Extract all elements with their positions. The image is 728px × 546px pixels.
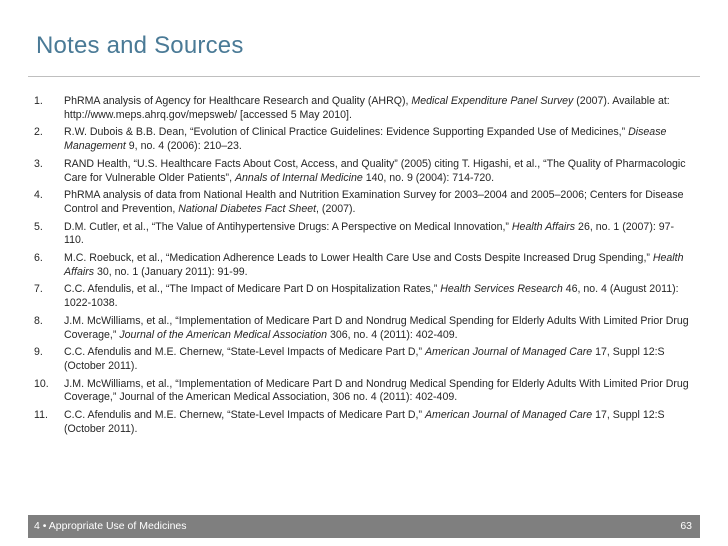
- note-text-run: D.M. Cutler, et al., “The Value of Antihypertensive Drugs: A Perspective on Medical Innovation,”: [64, 220, 512, 233]
- note-item: [34, 189, 690, 217]
- note-text: [64, 252, 690, 280]
- note-text-run: 9, no. 4 (2006): 210–23.: [125, 140, 242, 153]
- note-text-run: 26, no. 1 (2007): 97-110.: [64, 220, 675, 247]
- note-item: [34, 221, 690, 249]
- note-number: 3.: [34, 157, 43, 170]
- note-title-italic: Health Services Research: [440, 283, 563, 296]
- note-text-run: (2007). Available at: http://www.meps.ahrq.gov/mepsweb/ [accessed 5 May 2010].: [64, 95, 670, 121]
- note-text-run: J.M. McWilliams, et al., “Implementation of Medicare Part D and Nondrug Medical Spending for Elderly Adults With Limited Prior Drug Coverage,” Journal of the American Medical Association, 306 no. 4 (2011): 402-409.: [64, 377, 689, 404]
- note-item: [34, 283, 690, 311]
- note-text-run: , (2007).: [316, 202, 356, 215]
- notes-list: [34, 95, 690, 440]
- note-number: 1.: [34, 95, 43, 107]
- note-text: [64, 378, 690, 406]
- note-item: [34, 346, 690, 374]
- note-text: [64, 126, 690, 154]
- note-number: 2.: [34, 126, 43, 139]
- note-text: [64, 158, 690, 186]
- note-text-run: 306, no. 4 (2011): 402-409.: [327, 328, 458, 341]
- note-title-italic: Health Affairs: [64, 251, 684, 278]
- note-text: [64, 315, 690, 343]
- note-text-run: J.M. McWilliams, et al., “Implementation of Medicare Part D and Nondrug Medical Spending for Elderly Adults With Limited Prior Drug Coverage,”: [64, 314, 689, 341]
- note-text: [64, 283, 690, 311]
- note-text: [64, 409, 690, 437]
- note-text-run: C.C. Afendulis and M.E. Chernew, “State-Level Impacts of Medicare Part D,”: [64, 408, 425, 421]
- note-item: [34, 95, 690, 123]
- note-item: [34, 378, 690, 406]
- note-item: [34, 315, 690, 343]
- footer-bar: [28, 515, 700, 538]
- note-title-italic: National Diabetes Fact Sheet: [178, 202, 317, 215]
- note-number: 6.: [34, 251, 43, 264]
- note-text: [64, 95, 690, 123]
- note-text-run: RAND Health, “U.S. Healthcare Facts About Cost, Access, and Quality” (2005) citing T. Higashi, et al., “The Quality of Pharmacologic Care for Vulnerable Older Patients”,: [64, 157, 686, 184]
- page-title: Notes and Sources: [36, 32, 244, 59]
- note-number: 4.: [34, 189, 43, 202]
- note-number: 5.: [34, 220, 43, 233]
- note-title-italic: Disease Management: [64, 126, 667, 153]
- note-text-run: 140, no. 9 (2004): 714-720.: [362, 171, 495, 184]
- note-title-italic: Health Affairs: [511, 220, 576, 233]
- note-text-run: R.W. Dubois & B.B. Dean, “Evolution of Clinical Practice Guidelines: Evidence Supporting Expanded Use of Medicines,”: [64, 126, 629, 139]
- note-text: [64, 221, 690, 249]
- note-text-run: C.C. Afendulis, et al., “The Impact of Medicare Part D on Hospitalization Rates,”: [64, 283, 441, 296]
- note-text-run: 30, no. 1 (January 2011): 91-99.: [94, 265, 248, 278]
- footer-section-label: 4 • Appropriate Use of Medicines: [34, 520, 187, 532]
- note-item: [34, 409, 690, 437]
- note-text-run: PhRMA analysis of data from National Health and Nutrition Examination Survey for 2003–2004 and 2005–2006; Centers for Disease Control and Prevention,: [64, 189, 684, 215]
- note-number: 10.: [34, 377, 49, 390]
- note-number: 8.: [34, 314, 43, 327]
- note-title-italic: Journal of the American Medical Association: [119, 328, 328, 341]
- note-text-run: 17, Suppl 12:S (October 2011).: [64, 408, 665, 435]
- note-text-run: PhRMA analysis of Agency for Healthcare Research and Quality (AHRQ),: [64, 95, 412, 107]
- title-divider: [28, 76, 700, 77]
- note-title-italic: American Journal of Managed Care: [424, 408, 593, 421]
- note-number: 11.: [34, 408, 48, 421]
- note-item: [34, 126, 690, 154]
- note-text-run: 46, no. 4 (August 2011): 1022-1038.: [64, 283, 679, 310]
- note-number: 9.: [34, 346, 43, 359]
- note-text: [64, 189, 690, 217]
- note-title-italic: American Journal of Managed Care: [424, 346, 593, 359]
- page-number: 63: [680, 520, 692, 532]
- note-item: [34, 158, 690, 186]
- note-text-run: 17, Suppl 12:S (October 2011).: [64, 346, 665, 372]
- note-number: 7.: [34, 283, 43, 296]
- note-text-run: M.C. Roebuck, et al., “Medication Adherence Leads to Lower Health Care Use and Costs Despite Increased Drug Spending,”: [64, 251, 653, 264]
- note-text-run: C.C. Afendulis and M.E. Chernew, “State-Level Impacts of Medicare Part D,”: [64, 346, 425, 359]
- note-item: [34, 252, 690, 280]
- note-text: [64, 346, 690, 374]
- note-title-italic: Annals of Internal Medicine: [234, 171, 363, 184]
- note-title-italic: Medical Expenditure Panel Survey: [411, 95, 574, 107]
